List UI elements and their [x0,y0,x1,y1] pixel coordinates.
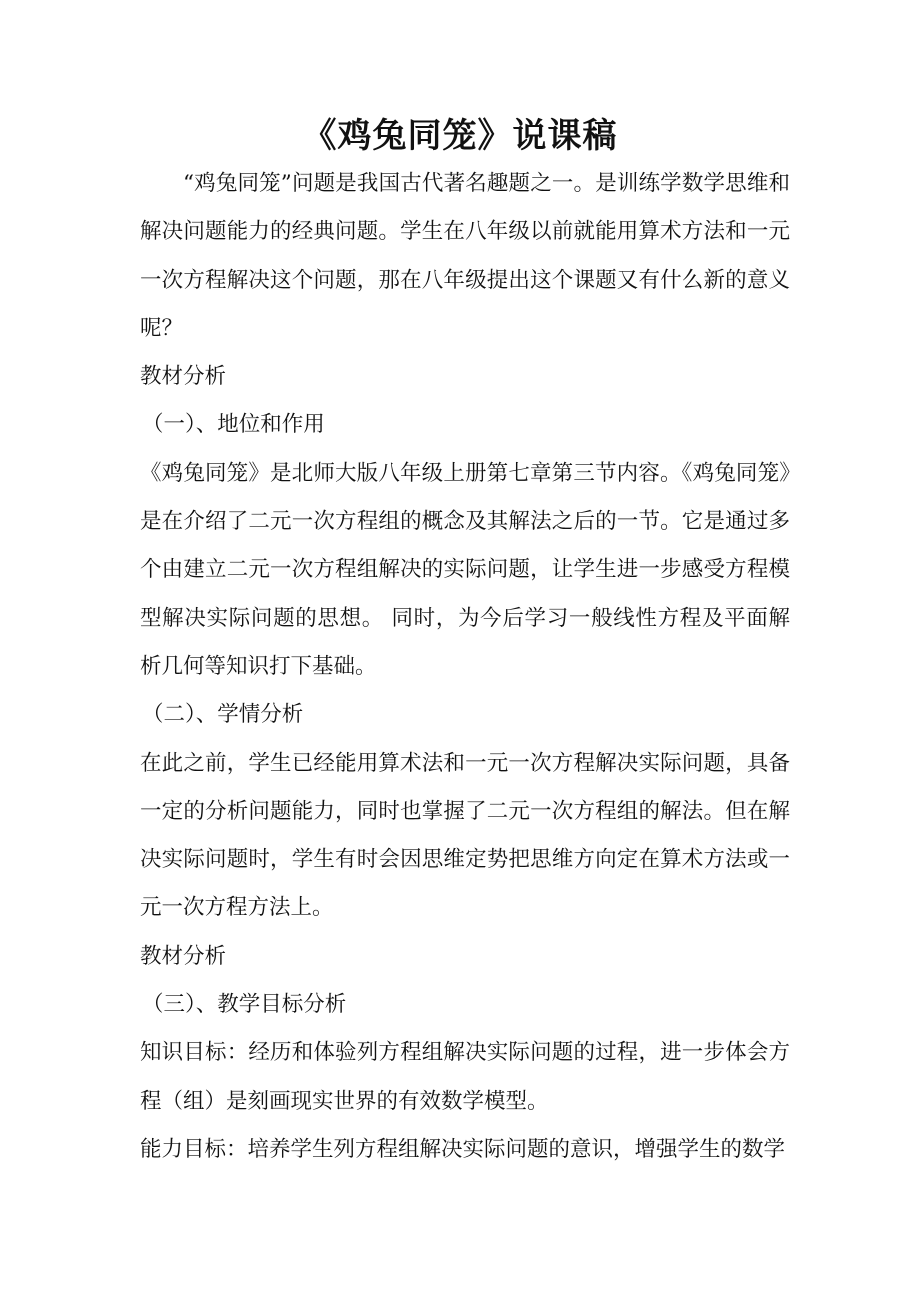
document-body [140,160,790,1174]
intro-paragraph: “鸡兔同笼”问题是我国古代著名趣题之一。是训练学数学思维和解决问题能力的经典问题。学生在八年级以前就能用算术方法和一元一次方程解决这个问题，那在八年级提出这个课题又有什么新的意义呢？ [140,171,790,341]
subheading-position-role: （一）、地位和作用 [142,412,325,438]
subheading-teaching-goals: （三）、教学目标分析 [142,992,347,1018]
section-heading-textbook-analysis: 教材分析 [140,364,227,390]
knowledge-goal-paragraph: 知识目标：经历和体验列方程组解决实际问题的过程，进一步体会方程（组）是刻画现实世界的有效数学模型。 [140,1040,790,1114]
document-title: 《鸡兔同笼》说课稿 [302,116,618,156]
subheading-student-analysis: （二）、学情分析 [142,702,304,728]
ability-goal-paragraph: 能力目标：培养学生列方程组解决实际问题的意识，增强学生的数学 [140,1136,786,1162]
position-role-paragraph: 《鸡兔同笼》是北师大版八年级上册第七章第三节内容。《鸡兔同笼》是在介绍了二元一次方程组的概念及其解法之后的一节。它是通过多个由建立二元一次方程组解决的实际问题，让学生进一步感受方程模型解决实际问题的思想。 同时，为今后学习一般线性方程及平面解析几何等知识打下基础。 [140,460,790,679]
section-heading-textbook-analysis-repeat: 教材分析 [140,943,227,969]
student-analysis-paragraph: 在此之前，学生已经能用算术法和一元一次方程解决实际问题，具备一定的分析问题能力，同时也掌握了二元一次方程组的解法。但在解决实际问题时，学生有时会因思维定势把思维方向定在算术方法或一元一次方程方法上。 [140,750,790,921]
